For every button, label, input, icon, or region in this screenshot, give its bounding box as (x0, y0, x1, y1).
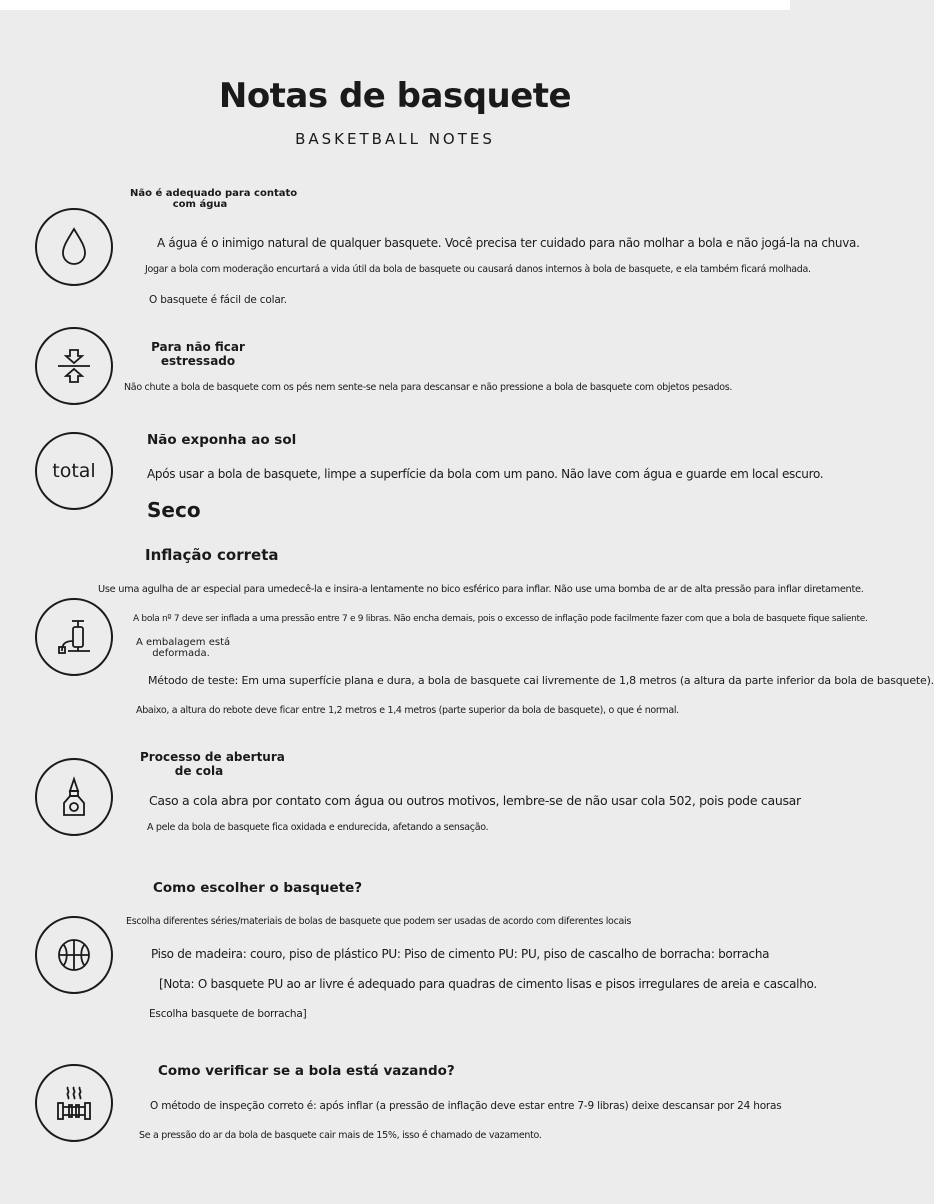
top-band (0, 0, 790, 10)
leak-text-1: O método de inspeção correto é: após inflar (a pressão de inflação deve estar entre 7-9 libras) deixe descansar por 24 horas (150, 1100, 782, 1112)
glue-heading (140, 750, 285, 778)
heat-pipe-icon (35, 1064, 113, 1142)
inflation-text-1: Use uma agulha de ar especial para umedecê-la e insira-a lentamente no bico esférico para inflar. Não use uma bomba de ar de alta pressão para inflar diretamente. (98, 584, 864, 595)
water-heading-line1: Não é adequado para contato (130, 188, 298, 199)
inflation-sub-line2: deformada. (152, 648, 210, 659)
stress-heading-line1: Para não ficar (151, 340, 245, 354)
choose-heading: Como escolher o basquete? (153, 880, 363, 896)
inflation-heading: Inflação correta (145, 546, 279, 564)
pump-icon (35, 598, 113, 676)
water-heading (130, 188, 298, 210)
choose-text-4: Escolha basquete de borracha] (149, 1008, 307, 1020)
choose-text-1: Escolha diferentes séries/materiais de bolas de basquete que podem ser usadas de acordo com diferentes locais (126, 916, 632, 927)
inflation-subheading (136, 637, 231, 659)
page-title: Notas de basquete (218, 76, 572, 116)
sun-text-1: Após usar a bola de basquete, limpe a superfície da bola com um pano. Não lave com água e guarde em local escuro. (147, 467, 824, 481)
notes-page (0, 10, 934, 1204)
water-text-2: Jogar a bola com moderação encurtará a vida útil da bola de basquete ou causará danos internos à bola de basquete, e ela também ficará molhada. (145, 264, 811, 275)
water-heading-line2: com água (172, 199, 228, 210)
compression-icon (35, 327, 113, 405)
water-text-1: A água é o inimigo natural de qualquer basquete. Você precisa ter cuidado para não molhar a bola e não jogá-la na chuva. (157, 236, 860, 250)
choose-text-3: [Nota: O basquete PU ao ar livre é adequado para quadras de cimento lisas e pisos irregulares de areia e cascalho. (159, 977, 817, 991)
choose-text-2: Piso de madeira: couro, piso de plástico PU: Piso de cimento PU: PU, piso de cascalho de borracha: borracha (151, 947, 770, 961)
glue-bottle-icon (35, 758, 113, 836)
water-drop-icon (35, 208, 113, 286)
leak-text-2: Se a pressão do ar da bola de basquete cair mais de 15%, isso é chamado de vazamento. (139, 1130, 542, 1141)
water-text-3: O basquete é fácil de colar. (149, 294, 287, 306)
inflation-text-3: Método de teste: Em uma superfície plana e dura, a bola de basquete cai livremente de 1,8 metros (a altura da parte inferior da bola de basquete). (148, 674, 934, 687)
stress-heading (148, 340, 248, 368)
inflation-text-4: Abaixo, a altura do rebote deve ficar entre 1,2 metros e 1,4 metros (parte superior da bola de basquete), o que é normal. (136, 705, 679, 716)
page-subtitle: BASKETBALL NOTES (295, 130, 495, 148)
glue-heading-line1: Processo de abertura (140, 750, 285, 764)
glue-heading-line2: de cola (174, 764, 224, 778)
basketball-icon (35, 916, 113, 994)
sun-icon-text: total (52, 460, 96, 482)
stress-heading-line2: estressado (160, 354, 236, 368)
sun-heading: Não exponha ao sol (147, 432, 297, 448)
glue-text-2: A pele da bola de basquete fica oxidada e endurecida, afetando a sensação. (147, 822, 489, 833)
glue-text-1: Caso a cola abra por contato com água ou outros motivos, lembre-se de não usar cola 502, pois pode causar (149, 793, 801, 808)
sun-big-label: Seco (147, 498, 201, 522)
sun-icon (35, 432, 113, 510)
inflation-text-2: A bola nº 7 deve ser inflada a uma pressão entre 7 e 9 libras. Não encha demais, pois o excesso de inflação pode facilmente fazer com que a bola de basquete fique saliente. (133, 614, 868, 624)
leak-heading: Como verificar se a bola está vazando? (158, 1063, 455, 1079)
stress-text-1: Não chute a bola de basquete com os pés nem sente-se nela para descansar e não pressione a bola de basquete com objetos pesados. (124, 382, 733, 393)
inflation-sub-line1: A embalagem está (136, 637, 231, 648)
